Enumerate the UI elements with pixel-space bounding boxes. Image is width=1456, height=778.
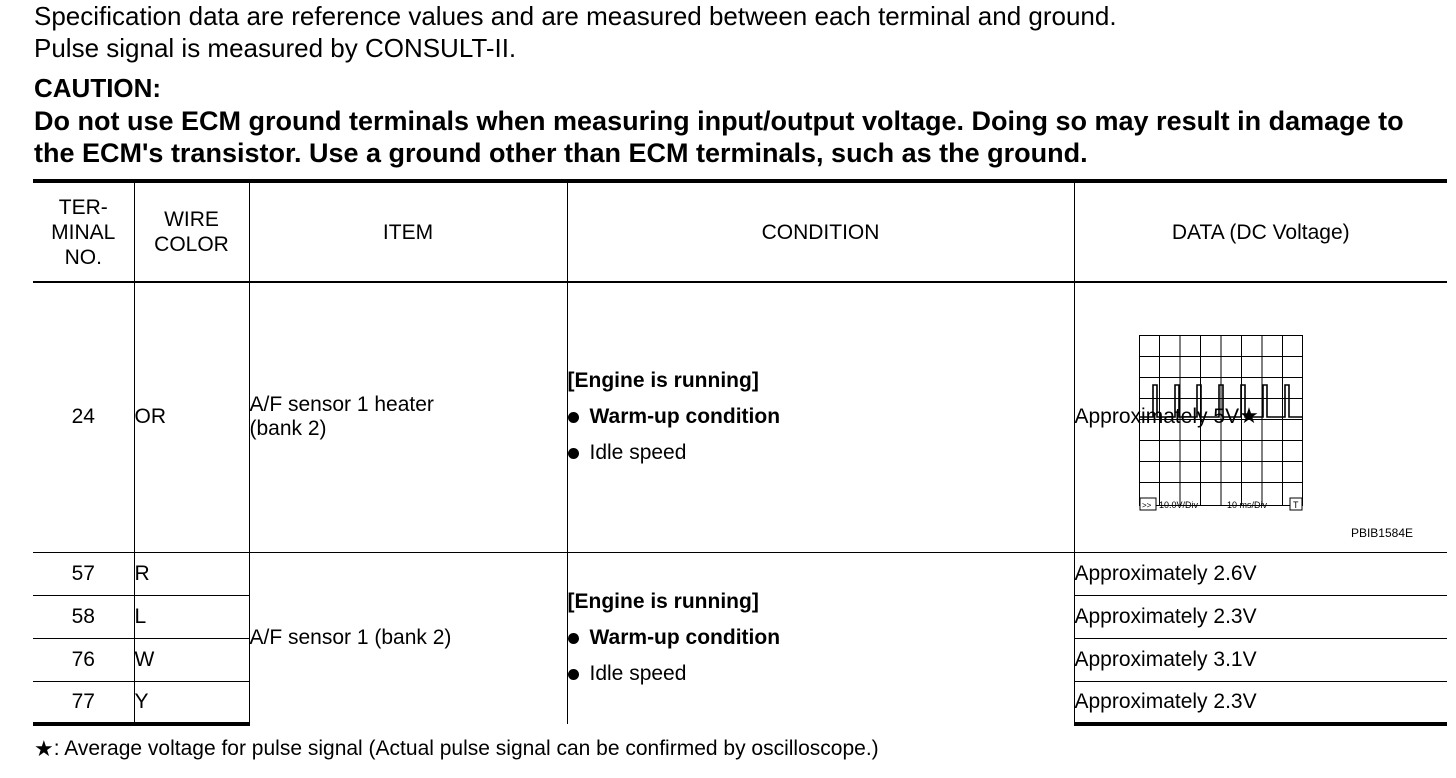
wire-color-cell: W [134, 638, 249, 681]
wire-color-cell: OR [134, 282, 249, 552]
condition-bullet-item [568, 626, 1074, 650]
terminal-spec-table [33, 179, 1447, 726]
condition-bullet-item [568, 662, 1074, 686]
terminal-cell: 58 [33, 595, 134, 638]
condition-heading: [Engine is running] [567, 590, 759, 614]
data-cell: Approximately 2.6V [1074, 552, 1447, 595]
scope-arrow-label: >> [1141, 501, 1151, 510]
star-icon: ★ [34, 736, 54, 761]
scope-trigger-label: T [1292, 500, 1298, 510]
spec-note-line1: Specification data are reference values and are measured between each terminal and ground. [34, 1, 1117, 31]
condition-bullet-item [568, 441, 1074, 465]
condition-text: Warm-up condition [589, 626, 781, 650]
condition-cell [567, 552, 1074, 724]
header-terminal-line3: NO. [64, 245, 102, 269]
header-terminal-no [33, 181, 134, 282]
table-row [33, 282, 1447, 552]
bullet-icon [568, 633, 579, 644]
header-terminal-line2: MINAL [51, 220, 116, 244]
wire-color-cell: R [134, 552, 249, 595]
wire-color-cell: Y [134, 681, 249, 724]
header-condition: CONDITION [567, 181, 1074, 282]
wire-color-cell: L [134, 595, 249, 638]
data-cell [1074, 282, 1447, 552]
bullet-icon [568, 448, 579, 459]
table-row [33, 552, 1447, 595]
condition-cell [567, 282, 1074, 552]
condition-text: Warm-up condition [589, 405, 781, 429]
terminal-cell: 77 [33, 681, 134, 724]
scope-volt-label: 10.0V/Div [1158, 500, 1198, 510]
terminal-cell: 57 [33, 552, 134, 595]
footnote [34, 737, 879, 761]
header-terminal-line1: TER- [58, 195, 108, 219]
caution-heading: CAUTION: [34, 73, 162, 103]
data-cell: Approximately 2.3V [1074, 595, 1447, 638]
condition-text: Idle speed [589, 441, 687, 465]
condition-bullet-item [568, 405, 1074, 429]
header-data: DATA (DC Voltage) [1074, 181, 1447, 282]
header-wire-line1: WIRE [164, 208, 219, 231]
header-item: ITEM [249, 181, 567, 282]
header-wire-line2: COLOR [154, 233, 229, 256]
data-cell: Approximately 2.3V [1074, 681, 1447, 724]
footnote-text: : Average voltage for pulse signal (Actual pulse signal can be confirmed by oscilloscope.) [53, 737, 879, 760]
item-cell [249, 282, 567, 552]
header-wire-color [134, 181, 249, 282]
bullet-icon [568, 412, 579, 423]
condition-heading: [Engine is running] [567, 369, 759, 393]
terminal-cell: 76 [33, 638, 134, 681]
spec-note-line2: Pulse signal is measured by CONSULT-II. [34, 33, 517, 63]
star-icon: ★ [1239, 403, 1259, 429]
figure-code: PBIB1584E [1350, 525, 1413, 540]
condition-text: Idle speed [589, 662, 687, 686]
data-cell: Approximately 3.1V [1074, 638, 1447, 681]
item-line2: (bank 2) [249, 417, 327, 441]
item-cell: A/F sensor 1 (bank 2) [249, 552, 567, 724]
data-value: Approximately 5V [1074, 405, 1240, 429]
scope-time-label: 10 ms/Div [1226, 500, 1267, 510]
caution-text: Do not use ECM ground terminals when measuring input/output voltage. Doing so may result in damage to the ECM's transistor. Use a ground other than ECM terminals, such as the ground. [34, 106, 1404, 168]
table-header-row [33, 181, 1447, 282]
item-line1: A/F sensor 1 heater [249, 393, 434, 417]
terminal-cell: 24 [33, 282, 134, 552]
bullet-icon [568, 669, 579, 680]
oscilloscope-waveform-figure [1139, 335, 1303, 517]
